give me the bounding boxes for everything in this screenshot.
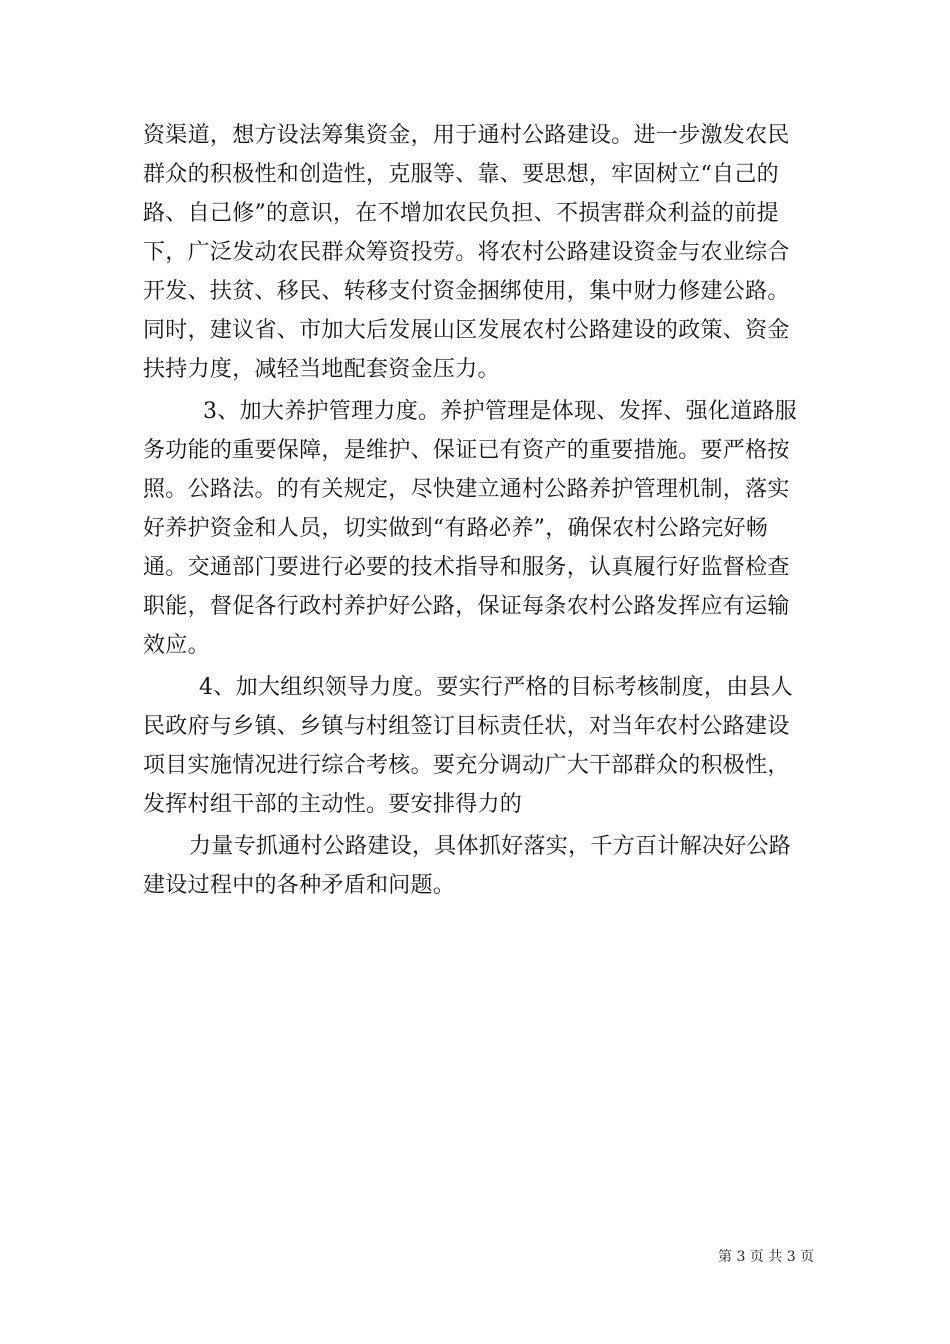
paragraph-maintenance [143,392,807,665]
text-line: 下，广泛发动农民群众筹资投劳。将农村公路建设资金与农业综合 [143,240,790,265]
text-line: 开发、扶贫、移民、转移支付资金捆绑使用，集中财力修建公路。 [143,279,790,304]
paragraph-leadership [143,668,807,824]
text-line: 4、加大组织领导力度。要实行严格的目标考核制度，由县人 [199,675,794,700]
text-line: 同时，建议省、市加大后发展山区发展农村公路建设的政策、资金 [143,318,790,343]
document-body [143,116,807,905]
text-line: 效应。 [143,633,210,658]
text-line: 建设过程中的各种矛盾和问题。 [143,873,456,898]
text-line: 发挥村组干部的主动性。要安排得力的 [143,792,523,817]
text-line: 扶持力度，减轻当地配套资金压力。 [143,357,500,382]
text-line: 力量专抓通村公路建设，具体抓好落实，千方百计解决好公路 [189,834,792,859]
text-line: 路、自己修”的意识，在不增加农民负担、不损害群众利益的前提 [143,201,779,226]
text-line: 3、加大养护管理力度。养护管理是体现、发挥、强化道路服 [203,399,798,424]
text-line: 群众的积极性和创造性，克服等、靠、要思想，牢固树立“自己的 [143,162,779,187]
text-line: 照。公路法。的有关规定，尽快建立通村公路养护管理机制，落实 [143,477,790,502]
paragraph-implementation [143,827,807,905]
page-number-footer: 第 3 页 共 3 页 [718,1249,815,1265]
text-line: 项目实施情况进行综合考核。要充分调动广大干部群众的积极性， [143,753,790,778]
text-line: 资渠道，想方设法筹集资金，用于通村公路建设。进一步激发农民 [143,123,790,148]
text-line: 务功能的重要保障，是维护、保证已有资产的重要措施。要严格按 [143,438,790,463]
text-line: 职能，督促各行政村养护好公路，保证每条农村公路发挥应有运输 [143,594,790,619]
text-line: 通。交通部门要进行必要的技术指导和服务，认真履行好监督检查 [143,555,790,580]
text-line: 好养护资金和人员，切实做到“有路必养”，确保农村公路完好畅 [143,516,769,541]
text-line: 民政府与乡镇、乡镇与村组签订目标责任状，对当年农村公路建设 [143,714,790,739]
paragraph-funding [143,116,807,389]
